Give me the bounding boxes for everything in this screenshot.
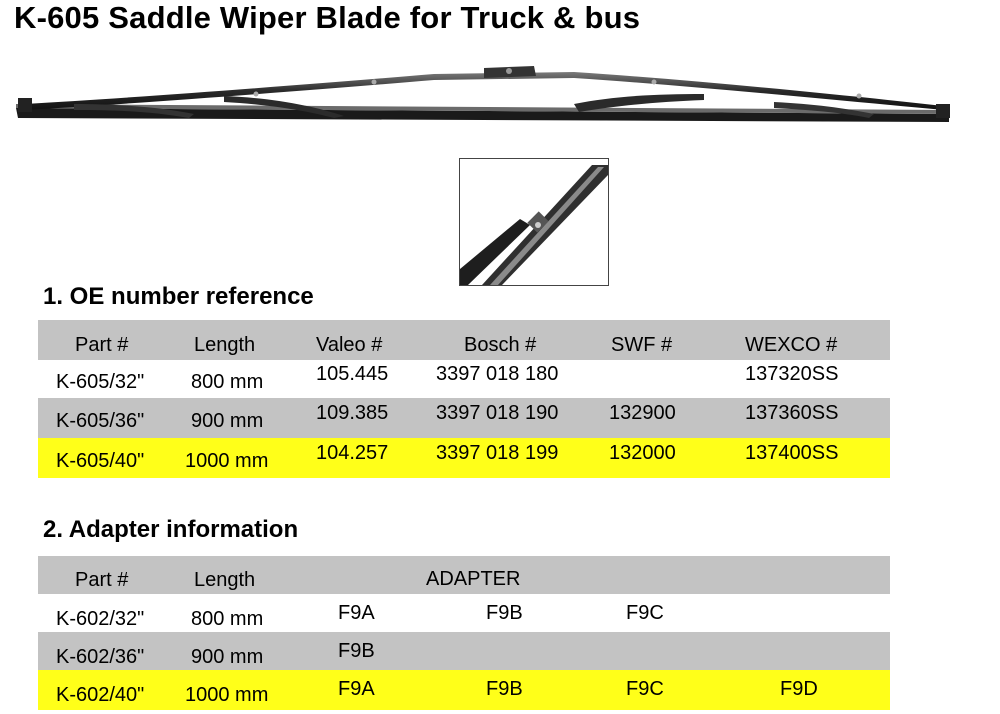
adapter-cell: F9A [338,678,375,700]
page-title: K-605 Saddle Wiper Blade for Truck & bus [14,0,641,35]
valeo-cell: 109.385 [316,402,389,424]
length-cell: 900 mm [191,646,264,668]
wexco-cell: 137400SS [745,442,839,464]
part-cell: K-605/40" [56,450,145,472]
part-cell: K-605/36" [56,410,145,432]
adapter-cell: F9B [486,678,523,700]
adapter-cell: F9B [486,602,523,624]
header-length: Length [194,569,256,591]
oe-reference-table [38,320,890,478]
part-cell: K-605/32" [56,371,145,393]
table-row-highlighted [38,670,890,710]
adapter-cell: F9C [626,678,664,700]
adapter-table [38,556,890,710]
part-cell: K-602/40" [56,684,145,706]
table-header-row [38,556,890,594]
header-swf: SWF # [611,334,673,356]
adapter-cell: F9D [780,678,818,700]
length-cell: 800 mm [191,608,264,630]
table-row-highlighted [38,438,890,478]
header-valeo: Valeo # [316,334,383,356]
table-header-row [38,320,890,360]
bosch-cell: 3397 018 190 [436,402,559,424]
bosch-cell: 3397 018 199 [436,442,559,464]
adapter-info-heading: 2. Adapter information [43,516,299,543]
table-row [38,398,890,438]
adapter-cell: F9C [626,602,664,624]
length-cell: 1000 mm [185,450,269,472]
header-wexco: WEXCO # [745,334,838,356]
saddle-detail-image [459,158,609,286]
wiper-blade-image [14,58,954,148]
header-adapter: ADAPTER [426,568,521,590]
swf-cell: 132900 [609,402,676,424]
wexco-cell: 137360SS [745,402,839,424]
header-bosch: Bosch # [464,334,537,356]
header-part: Part # [75,334,129,356]
bosch-cell: 3397 018 180 [436,363,559,385]
valeo-cell: 104.257 [316,442,389,464]
length-cell: 1000 mm [185,684,269,706]
length-cell: 900 mm [191,410,264,432]
table-row [38,360,890,398]
adapter-cell: F9B [338,640,375,662]
swf-cell: 132000 [609,442,676,464]
part-cell: K-602/32" [56,608,145,630]
header-part: Part # [75,569,129,591]
header-length: Length [194,334,256,356]
table-row [38,632,890,670]
valeo-cell: 105.445 [316,363,389,385]
length-cell: 800 mm [191,371,264,393]
adapter-cell: F9A [338,602,375,624]
part-cell: K-602/36" [56,646,145,668]
wexco-cell: 137320SS [745,363,839,385]
oe-reference-heading: 1. OE number reference [43,283,314,310]
table-row [38,594,890,632]
